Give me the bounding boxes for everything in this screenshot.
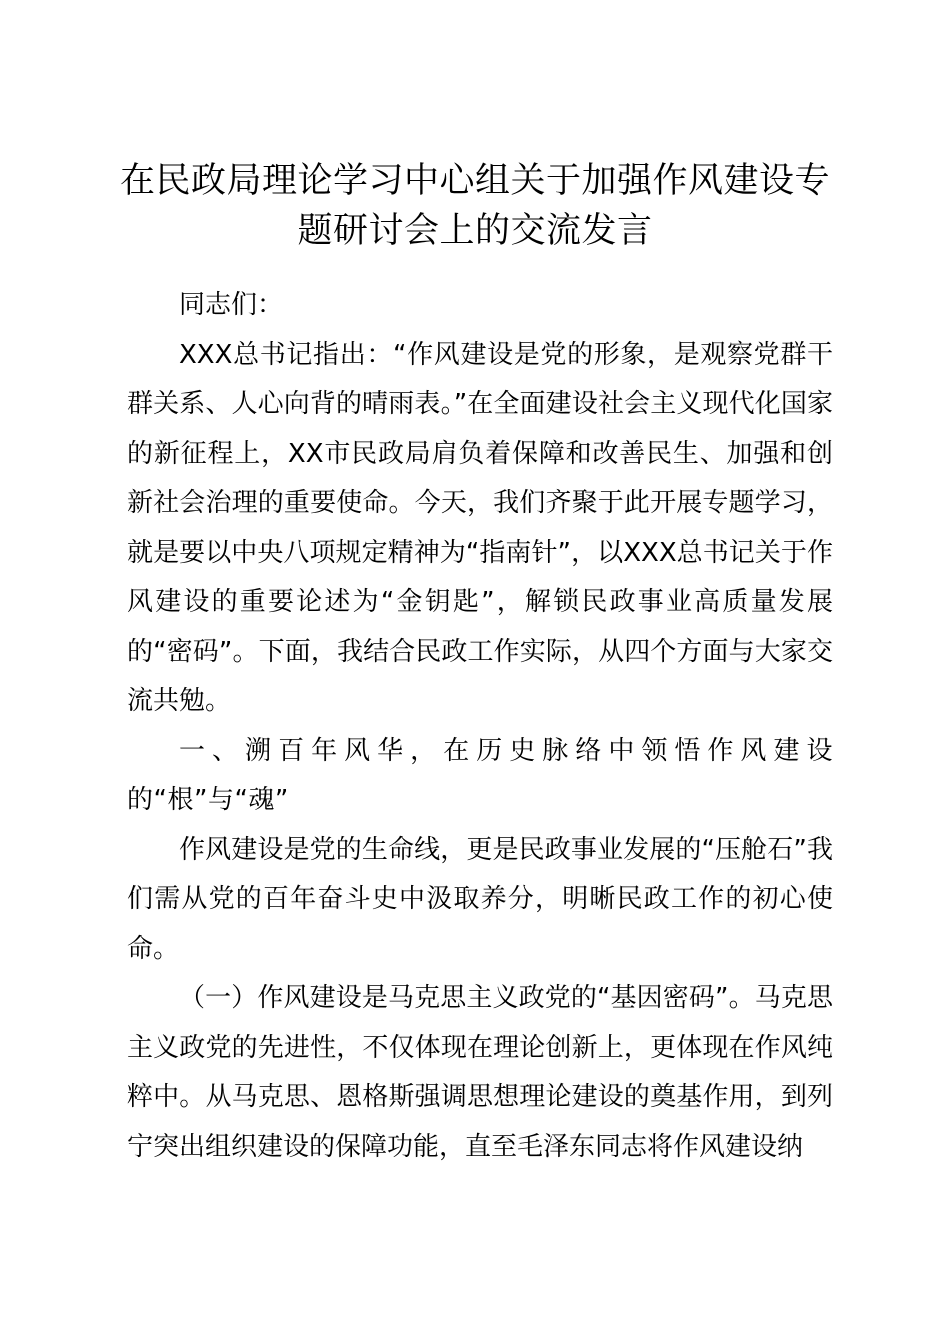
document-title: 在民政局理论学习中心组关于加强作风建设专题研讨会上的交流发言 <box>119 161 830 251</box>
salutation: 同志们： <box>179 290 284 320</box>
section-heading-1: 一、溯百年风华，在历史脉络中领悟作风建设的“根”与“魂” <box>127 735 833 815</box>
section-1-intro: 作风建设是党的生命线，更是民政事业发展的“压舱石”我们需从党的百年奋斗史中汲取养分，明晰民政工作的初心使命。 <box>127 834 833 964</box>
intro-paragraph: XXX总书记指出：“作风建设是党的形象，是观察党群干群关系、人心向背的晴雨表。”在全面建设社会主义现代化国家的新征程上，XX市民政局肩负着保障和改善民生、加强和创新社会治理的重要使命。今天，我们齐聚于此开展专题学习，就是要以中央八项规定精神为“指南针”，以XXX总书记关于作风建设的重要论述为“金钥匙”，解锁民政事业高质量发展的“密码”。下面，我结合民政工作实际，从四个方面与大家交流共勉。 <box>127 339 833 716</box>
subsection-1: （一）作风建设是马克思主义政党的“基因密码”。马克思主义政党的先进性，不仅体现在理论创新上，更体现在作风纯粹中。从马克思、恩格斯强调思想理论建设的奠基作用，到列宁突出组织建设的保障功能，直至毛泽东同志将作风建设纳 <box>127 983 833 1162</box>
document-body <box>127 281 833 1172</box>
